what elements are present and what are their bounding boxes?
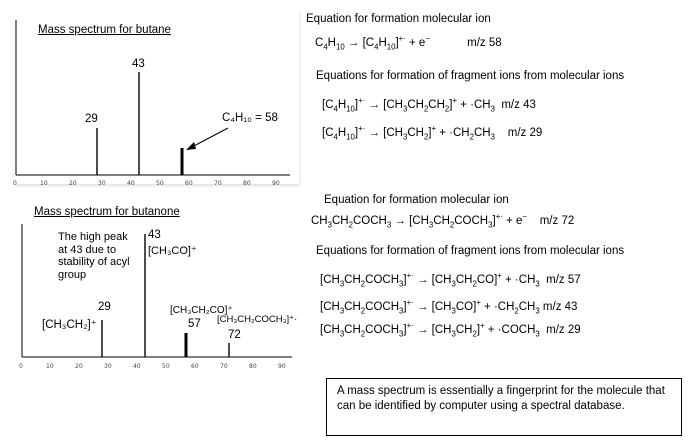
butane-tick-40: 40 [127, 180, 135, 187]
butanone-annotation-line: group [58, 268, 87, 281]
butanone-molecular-heading: Equation for formation molecular ion [324, 194, 509, 206]
butane-molecular-heading: Equation for formation molecular ion [306, 13, 491, 25]
butanone-tick-20: 20 [75, 363, 83, 370]
butanone-peak-label-57: 57 [188, 318, 201, 330]
butane-fragment-equation-1: $[C_4H_{10}]^{+\cdot} \to [CH_3CH_2CH_2]^+ + \cdot CH_3$ m/z 43 [322, 96, 536, 114]
butanone-peak-label-29: 29 [98, 301, 111, 313]
butane-fragment-equation-2: $[C_4H_{10}]^{+\cdot} \to [CH_3CH_2]^+ + \cdot CH_2CH_3$ m/z 29 [322, 124, 543, 142]
butane-tick-80: 80 [243, 180, 251, 187]
butane-tick-20: 20 [69, 180, 77, 187]
butane-tick-90: 90 [272, 180, 280, 187]
butanone-annotation-line: stability of acyl [58, 256, 130, 268]
butane-tick-70: 70 [214, 180, 222, 187]
butanone-annotation-line: The high peak [58, 231, 128, 243]
butanone-ion-29: [CH₃CH₂]⁺ [42, 319, 97, 331]
butanone-annotation-line: at 43 due to [58, 243, 117, 256]
butanone-ion-72: [CH₃CH₂COCH₃]⁺· [217, 314, 298, 325]
butane-axis-ticks [13, 180, 280, 187]
butanone-fragment-equation-1: $[CH_3CH_2COCH_3]^{+\cdot} \to [CH_3CH_2CO]^+ + \cdot CH_3$ m/z 57 [320, 271, 581, 289]
butane-molecular-ion-label: C₄H₁₀ = 58 [222, 112, 278, 124]
butanone-tick-40: 40 [133, 363, 141, 370]
butanone-tick-60: 60 [191, 363, 199, 370]
butanone-tick-30: 30 [104, 363, 112, 370]
butanone-tick-50: 50 [162, 363, 170, 370]
butane-tick-0: 0 [13, 180, 17, 187]
butane-tick-60: 60 [185, 180, 193, 187]
butanone-annotation [58, 231, 130, 281]
butanone-tick-80: 80 [249, 363, 257, 370]
butanone-fragment-equation-2: $[CH_3CH_2COCH_3]^{+\cdot} \to [CH_3CO]^+ + \cdot CH_2CH_3$ m/z 43 [320, 298, 578, 316]
butanone-tick-70: 70 [220, 363, 228, 370]
butane-arrow-line [192, 128, 228, 147]
butane-molecular-equation: $C_4H_{10} \to [C_4H_{10}]^{+\cdot} + e^-$ m/z 58 [315, 34, 502, 52]
butanone-axis-ticks [19, 363, 286, 370]
butanone-ion-57: [CH₃CH₂CO]⁺ [170, 305, 233, 316]
butanone-fragment-equation-3: $[CH_3CH_2COCH_3]^{+\cdot} \to [CH_3CH_2]^+$ + $\cdot COCH_3$ m/z 29 [320, 321, 581, 339]
butane-spectrum-title: Mass spectrum for butane [38, 24, 171, 36]
butanone-tick-0: 0 [19, 363, 23, 370]
butane-fragments-heading: Equations for formation of fragment ions from molecular ions [316, 70, 625, 82]
butane-peak-label-29: 29 [85, 113, 98, 125]
butane-peak-label-43: 43 [132, 58, 145, 70]
butanone-fragments-heading: Equations for formation of fragment ions from molecular ions [316, 245, 625, 257]
butane-tick-10: 10 [40, 180, 48, 187]
butane-arrow-head [186, 142, 196, 150]
butanone-peak-label-72: 72 [228, 329, 241, 341]
fingerprint-note: A mass spectrum is essentially a fingerprint for the molecule that can be identified by computer using a spectral database. [326, 378, 682, 436]
butane-tick-30: 30 [98, 180, 106, 187]
butanone-molecular-equation: $CH_3CH_2COCH_3$ → $[CH_3CH_2COCH_3]^{+\cdot} + e^-$ m/z 72 [311, 212, 575, 230]
butanone-ion-43: [CH₃CO]⁺ [148, 245, 197, 257]
butanone-spectrum-title: Mass spectrum for butanone [34, 206, 180, 218]
butanone-tick-10: 10 [46, 363, 54, 370]
butanone-tick-90: 90 [278, 363, 286, 370]
butane-tick-50: 50 [156, 180, 164, 187]
butanone-peak-label-43: 43 [148, 229, 161, 241]
